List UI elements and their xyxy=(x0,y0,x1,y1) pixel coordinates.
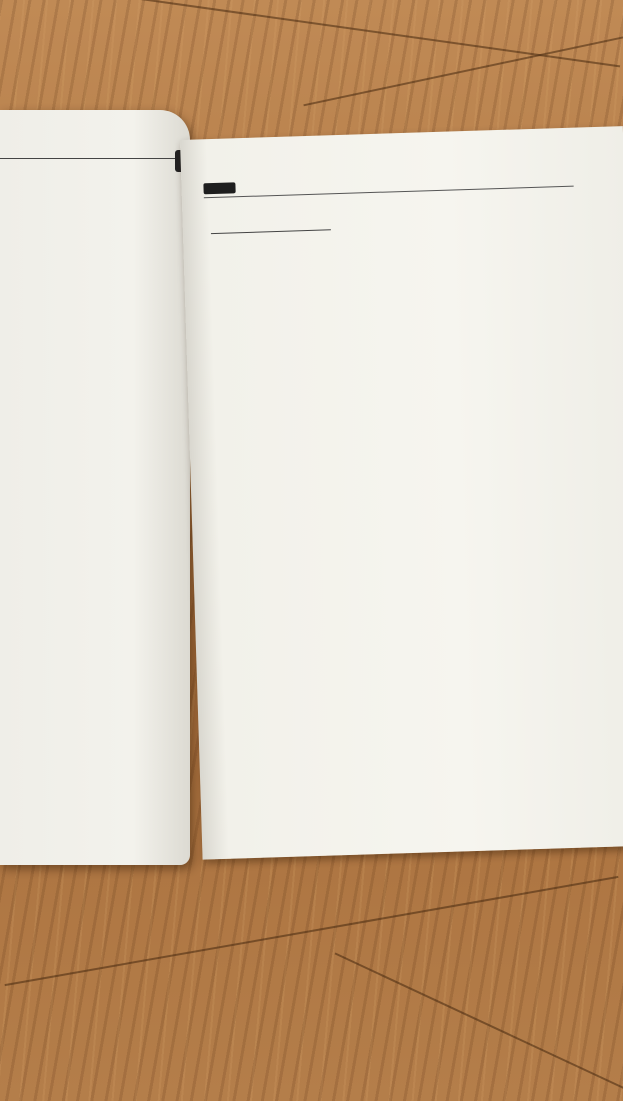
floor-seam xyxy=(303,36,623,107)
page-content xyxy=(210,195,591,242)
left-page xyxy=(0,110,190,865)
footnote-rule xyxy=(211,229,331,234)
floor-seam xyxy=(5,876,619,986)
floor-seam xyxy=(335,952,623,1089)
left-header-rule xyxy=(0,158,175,159)
right-page xyxy=(180,126,623,860)
publisher-tab xyxy=(203,182,235,194)
paragraphs xyxy=(210,195,590,207)
